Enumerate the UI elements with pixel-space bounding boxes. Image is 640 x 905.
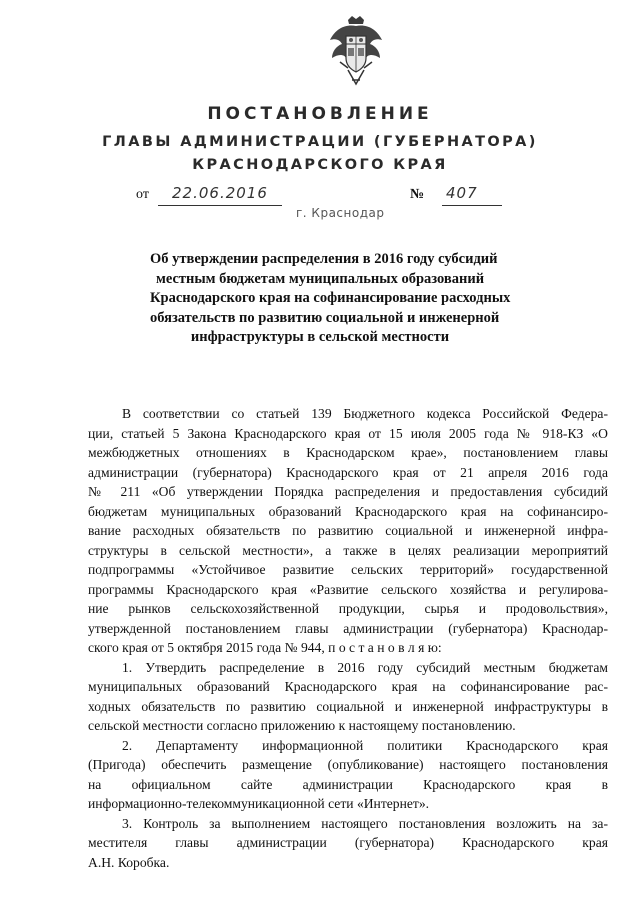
body-line: сельской местности согласно приложению к настоящему постановлению. (88, 718, 516, 733)
body-line: В соответствии со статьей 139 Бюджетного кодекса Российской Федера- (122, 406, 608, 421)
body-line: утвержденной постановлением главы администрации (губернатора) Краснодар- (88, 620, 608, 636)
number-value: 407 (446, 184, 478, 202)
date-number-row (136, 184, 536, 208)
date-value: 22.06.2016 (172, 184, 268, 202)
document-title-line: Об утверждении распределения в 2016 году субсидий (150, 251, 498, 267)
body-line: программы Краснодарского края «Развитие сельского хозяйства и регулирова- (88, 581, 608, 597)
body-line: № 211 «Об утверждении Порядка распределения и предоставления субсидий (88, 484, 608, 499)
coat-of-arms-icon (326, 14, 386, 90)
body-line: подпрограммы «Устойчивое развитие сельских территорий» государственной (88, 562, 608, 577)
body-line: ние рынков сельскохозяйственной продукции, сырья и продовольствия», (88, 601, 608, 616)
body-line: ции, статьей 5 Закона Краснодарского края от 15 июля 2005 года № 918-КЗ «О (88, 425, 608, 441)
issuer-line-1: ГЛАВЫ АДМИНИСТРАЦИИ (ГУБЕРНАТОРА) (102, 134, 538, 150)
body-line: ского края от 5 октября 2015 года № 944, п о с т а н о в л я ю: (88, 640, 442, 655)
body-line: межбюджетных отношениях в Краснодарском крае», постановлением главы (88, 445, 608, 460)
body-line: информационно-телекоммуникационной сети «Интернет». (88, 796, 430, 811)
body-line: 3. Контроль за выполнением настоящего постановления возложить на за- (122, 815, 608, 831)
city-label: г. Краснодар (296, 206, 385, 220)
issuer-line-2: КРАСНОДАРСКОГО КРАЯ (192, 157, 448, 173)
body-line: на официальном сайте администрации Краснодарского края в (88, 776, 608, 792)
document-title-line: инфраструктуры в сельской местности (190, 329, 450, 345)
number-label: № (410, 187, 425, 202)
document-title-line: Краснодарского края на софинансирование расходных (150, 290, 511, 306)
date-label: от (136, 187, 149, 202)
date-underline (158, 205, 282, 206)
document-title-line: местным бюджетам муниципальных образований (155, 270, 485, 287)
number-underline (442, 205, 502, 206)
body-line: структуры в сельской местности», а также в целях реализации мероприятий (88, 542, 608, 558)
document-body (88, 404, 608, 872)
body-line: муниципальных образований Краснодарского края на софинансирование рас- (88, 679, 608, 694)
body-line: вание расходных обязательств по развитию социальной и инженерной инфра- (88, 523, 608, 538)
body-line: бюджетам муниципальных образований Краснодарского края на софинансиро- (88, 503, 608, 519)
document-title-line: обязательств по развитию социальной и инженерной (150, 309, 500, 326)
body-line: (Пригода) обеспечить размещение (опубликование) настоящего постановления (88, 757, 608, 772)
document-title (150, 250, 511, 348)
body-line: А.Н. Коробка. (88, 854, 170, 870)
body-line: администрации (губернатора) Краснодарского края от 21 апреля 2016 года (88, 464, 608, 480)
document-type-title: ПОСТАНОВЛЕНИЕ (207, 104, 433, 124)
body-line: 2. Департаменту информационной политики Краснодарского края (122, 737, 608, 753)
body-line: 1. Утвердить распределение в 2016 году субсидий местным бюджетам (122, 659, 608, 675)
body-line: местителя главы администрации (губернатора) Краснодарского края (88, 835, 608, 850)
body-line: ходных обязательств по развитию социальной и инженерной инфраструктуры в (88, 698, 608, 714)
